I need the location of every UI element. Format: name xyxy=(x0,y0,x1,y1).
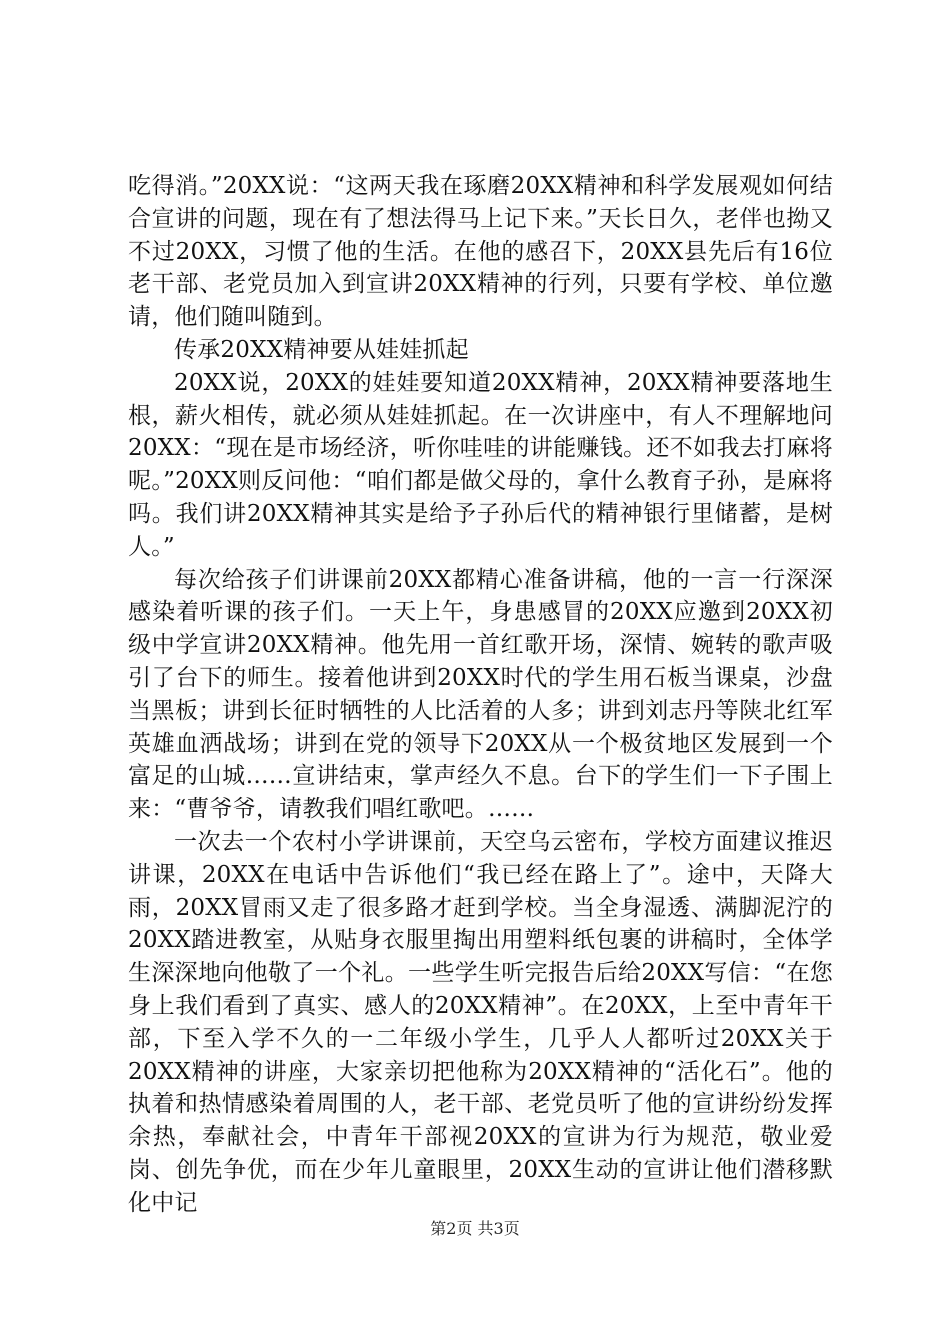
paragraph-3: 每次给孩子们讲课前20XX都精心准备讲稿，他的一言一行深深感染着听课的孩子们。一天上午，身患感冒的20XX应邀到20XX初级中学宣讲20XX精神。他先用一首红歌开场，深情、婉转的歌声吸引了台下的师生。接着他讲到20XX时代的学生用石板当课桌，沙盘当黑板；讲到长征时牺牲的人比活着的人多；讲到刘志丹等陕北红军英雄血洒战场；讲到在党的领导下20XX从一个极贫地区发展到一个富足的山城……宣讲结束，掌声经久不息。台下的学生们一下子围上来：“曹爷爷，请教我们唱红歌吧。…… xyxy=(128,566,833,823)
paragraph-4: 一次去一个农村小学讲课前，天空乌云密布，学校方面建议推迟讲课，20XX在电话中告诉他们“我已经在路上了”。途中，天降大雨，20XX冒雨又走了很多路才赶到学校。当全身湿透、满脚泥泞的20XX踏进教室，从贴身衣服里掏出用塑料纸包裹的讲稿时，全体学生深深地向他敬了一个礼。一些学生听完报告后给20XX写信：“在您身上我们看到了真实、感人的20XX精神”。在20XX，上至中青年干部，下至入学不久的一二年级小学生，几乎人人都听过20XX关于20XX精神的讲座，大家亲切把他称为20XX精神的“活化石”。他的执着和热情感染着周围的人，老干部、老党员听了他的宣讲纷纷发挥余热，奉献社会，中青年干部视20XX的宣讲为行为规范，敬业爱岗、创先争优，而在少年儿童眼里，20XX生动的宣讲让他们潜移默化中记 xyxy=(128,828,833,1216)
document-body xyxy=(128,170,833,1220)
page-number-footer: 第2页 共3页 xyxy=(430,1219,520,1238)
paragraph-2: 20XX说，20XX的娃娃要知道20XX精神，20XX精神要落地生根，薪火相传，就必须从娃娃抓起。在一次讲座中，有人不理解地问20XX：“现在是市场经济，听你哇哇的讲能赚钱。还不如我去打麻将呢。”20XX则反问他：“咱们都是做父母的，拿什么教育子孙，是麻将吗。我们讲20XX精神其实是给予子孙后代的精神银行里储蓄，是树人。” xyxy=(128,369,833,560)
paragraph-1: 吃得消。”20XX说：“这两天我在琢磨20XX精神和科学发展观如何结合宣讲的问题，现在有了想法得马上记下来。”天长日久，老伴也拗又不过20XX，习惯了他的生活。在他的感召下，20XX县先后有16位老干部、老党员加入到宣讲20XX精神的行列，只要有学校、单位邀请，他们随叫随到。 xyxy=(128,173,833,331)
section-heading: 传承20XX精神要从娃娃抓起 xyxy=(174,336,469,363)
